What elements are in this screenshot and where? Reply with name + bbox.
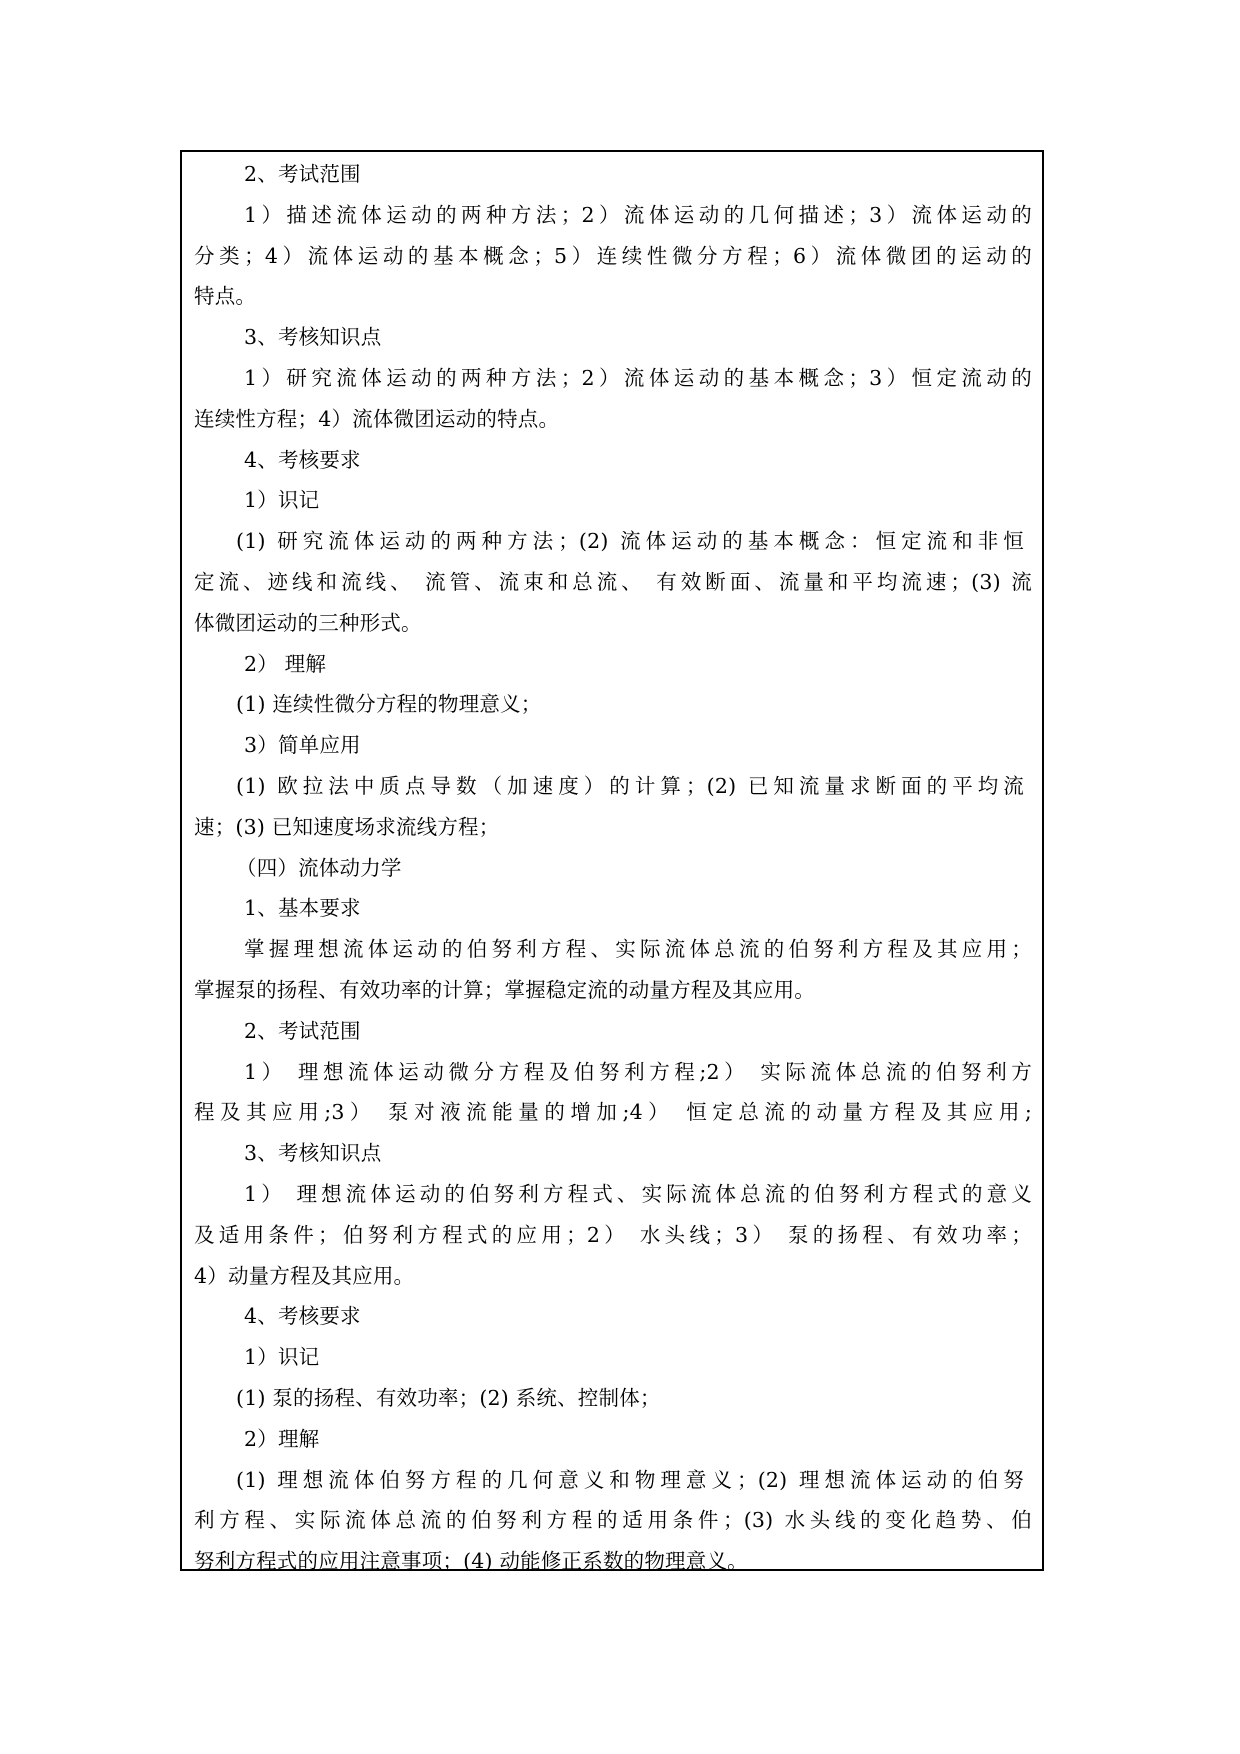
text-line: 体微团运动的三种形式。: [194, 610, 422, 635]
text-line: (1) 研究流体运动的两种方法；(2) 流体运动的基本概念：恒定流和非恒: [236, 529, 1024, 554]
text-line: 及适用条件；伯努利方程式的应用；2） 水头线；3） 泵的扬程、有效功率；: [194, 1222, 1032, 1247]
text-line: 3、考核知识点: [244, 1141, 382, 1166]
text-line: 4、考核要求: [244, 1304, 361, 1329]
text-line: (1) 泵的扬程、有效功率；(2) 系统、控制体；: [236, 1386, 661, 1410]
text-line: 4、考核要求: [244, 447, 361, 472]
text-line: 利方程、实际流体总流的伯努利方程的适用条件；(3) 水头线的变化趋势、伯: [194, 1508, 1032, 1533]
text-line: 1）识记: [244, 488, 320, 513]
text-line: 1）描述流体运动的两种方法；2）流体运动的几何描述；3）流体运动的: [244, 202, 1032, 227]
text-line: 1、基本要求: [244, 896, 361, 921]
text-line: (1) 欧拉法中质点导数（加速度）的计算；(2) 已知流量求断面的平均流: [236, 774, 1024, 798]
text-line: 1） 理想流体运动的伯努利方程式、实际流体总流的伯努利方程式的意义: [244, 1182, 1032, 1206]
text-line: 特点。: [194, 284, 257, 309]
content-table-cell: [180, 150, 1044, 1574]
text-line: 2、考试范围: [244, 162, 361, 186]
text-line: 1）识记: [244, 1345, 320, 1370]
text-line: (1) 理想流体伯努方程的几何意义和物理意义；(2) 理想流体运动的伯努: [236, 1467, 1024, 1492]
text-line: 掌握泵的扬程、有效功率的计算；掌握稳定流的动量方程及其应用。: [194, 978, 815, 1002]
text-line: 掌握理想流体运动的伯努利方程、实际流体总流的伯努利方程及其应用；: [244, 937, 1032, 962]
text-line: 程及其应用;3） 泵对液流能量的增加;4） 恒定总流的动量方程及其应用;: [194, 1100, 1032, 1125]
text-line: 2、考试范围: [244, 1018, 361, 1043]
text-line: （四）流体动力学: [236, 855, 402, 880]
text-line: 努利方程式的应用注意事项；(4) 动能修正系数的物理意义。: [194, 1549, 748, 1574]
text-line: 分类；4）流体运动的基本概念；5）连续性微分方程；6）流体微团的运动的: [194, 243, 1032, 268]
text-line: 2） 理解: [244, 651, 327, 676]
text-line: (1) 连续性微分方程的物理意义；: [236, 692, 542, 717]
text-line: 速；(3) 已知速度场求流线方程；: [194, 814, 500, 839]
text-line: 1）研究流体运动的两种方法；2）流体运动的基本概念；3）恒定流动的: [244, 366, 1032, 390]
text-line: 3）简单应用: [244, 733, 361, 758]
text-line: 2）理解: [244, 1426, 320, 1451]
text-line: 3、考核知识点: [244, 325, 382, 350]
text-line: 定流、迹线和流线、 流管、流束和总流、 有效断面、流量和平均流速；(3) 流: [194, 570, 1032, 594]
text-line: 1） 理想流体运动微分方程及伯努利方程;2） 实际流体总流的伯努利方: [244, 1059, 1032, 1084]
text-line: 4）动量方程及其应用。: [194, 1263, 415, 1288]
text-line: 连续性方程；4）流体微团运动的特点。: [194, 406, 560, 431]
